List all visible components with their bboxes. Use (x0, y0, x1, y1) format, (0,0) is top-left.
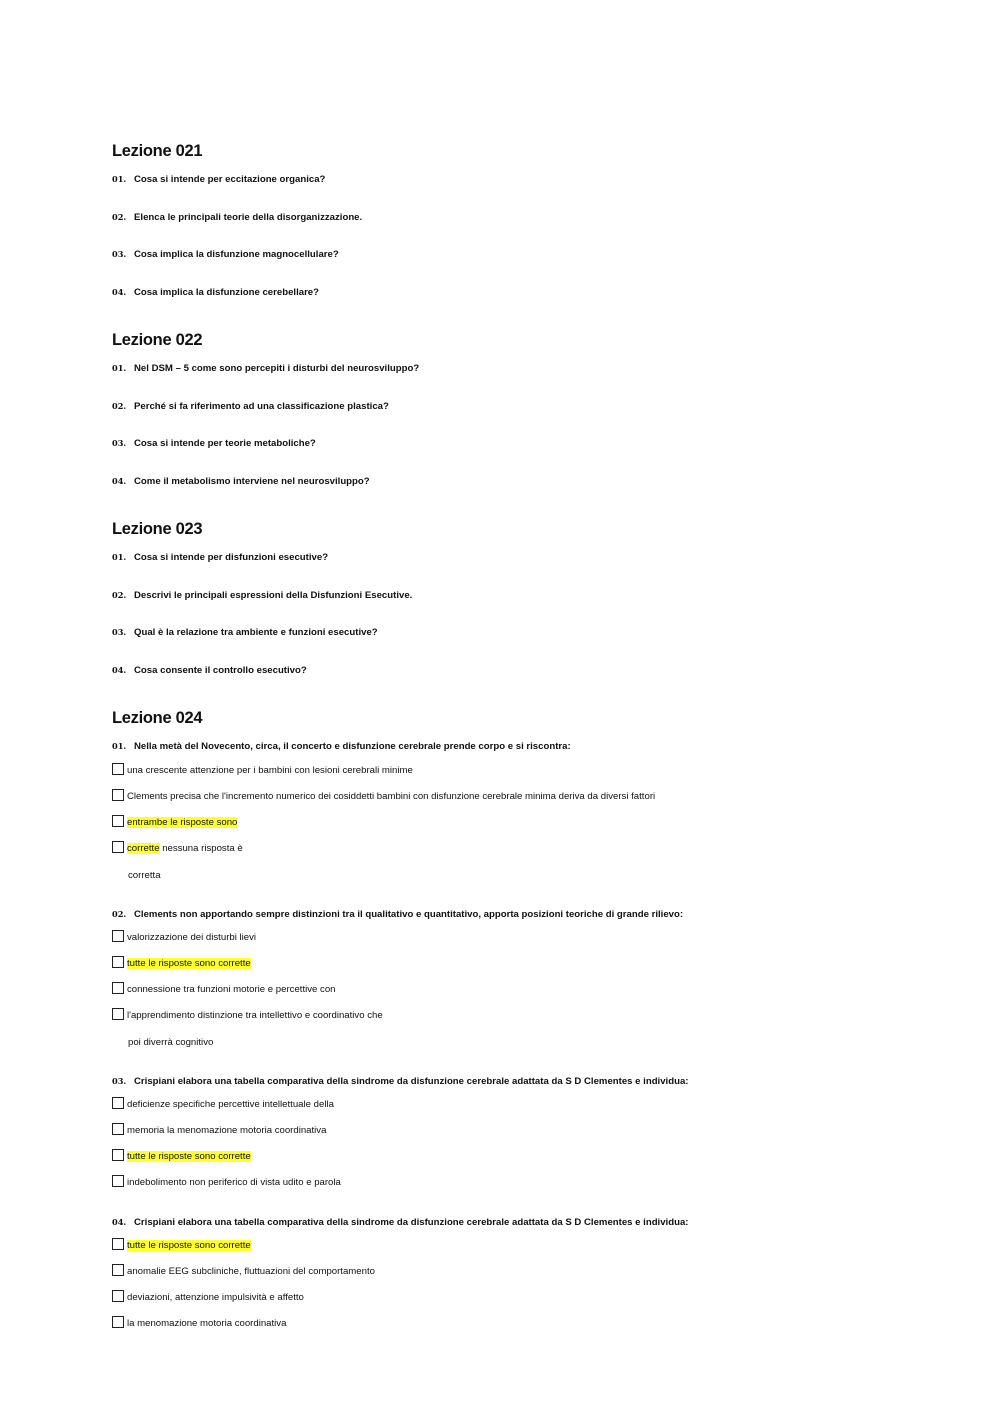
answer-option[interactable] (112, 764, 413, 778)
answer-option[interactable] (112, 816, 237, 830)
question-text: Clements non apportando sempre distinzioni tra il qualitativo e quantitativo, apporta posizioni teoriche di grande rilievo: (134, 909, 684, 920)
question (112, 627, 378, 638)
option-text: Clements precisa che l'incremento numerico dei cosiddetti bambini con disfunzione cerebrale minima deriva da diversi fattori (127, 791, 656, 802)
answer-option[interactable] (112, 1150, 251, 1164)
option-highlight: tutte le risposte sono corrette (127, 1151, 251, 1162)
question (112, 1076, 688, 1087)
answer-option[interactable] (112, 1291, 304, 1305)
option-text: nessuna risposta è (159, 843, 243, 854)
option-highlight: corrette (127, 843, 160, 854)
answer-option[interactable] (112, 790, 655, 804)
answer-option[interactable] (112, 1265, 375, 1279)
option-text: l'apprendimento distinzione tra intellettivo e coordinativo che (127, 1010, 383, 1021)
question-number: 02. (112, 590, 127, 600)
option-text: anomalie EEG subcliniche, fluttuazioni del comportamento (127, 1266, 375, 1277)
question-number: 01. (112, 174, 127, 184)
question-number: 03. (112, 627, 127, 637)
option-text: deficienze specifiche percettive intellettuale della (127, 1099, 334, 1110)
question-text: Qual è la relazione tra ambiente e funzioni esecutive? (134, 627, 378, 638)
question-text: Crispiani elabora una tabella comparativa della sindrome da disfunzione cerebrale adattata da S D Clementes e individua: (134, 1076, 689, 1087)
question (112, 665, 307, 676)
question (112, 249, 339, 260)
checkbox[interactable] (112, 1149, 124, 1161)
answer-option[interactable] (112, 983, 336, 997)
question (112, 590, 412, 601)
question-number: 03. (112, 1076, 127, 1086)
option-text: valorizzazione dei disturbi lievi (127, 932, 257, 943)
question-text: Perché si fa riferimento ad una classificazione plastica? (134, 401, 389, 412)
question-number: 02. (112, 401, 127, 411)
question (112, 401, 389, 412)
answer-option[interactable] (112, 1124, 326, 1138)
question-number: 01. (112, 363, 127, 373)
question-text: Come il metabolismo interviene nel neurosviluppo? (134, 476, 370, 487)
question-number: 01. (112, 741, 127, 751)
question-number: 03. (112, 438, 127, 448)
question-number: 04. (112, 476, 127, 486)
question-text: Cosa consente il controllo esecutivo? (134, 665, 307, 676)
checkbox[interactable] (112, 1008, 124, 1020)
option-continuation: corretta (128, 870, 161, 881)
question-number: 03. (112, 249, 127, 259)
question (112, 1217, 688, 1228)
answer-option[interactable] (112, 842, 243, 856)
question-text: Elenca le principali teorie della disorganizzazione. (134, 212, 363, 223)
checkbox[interactable] (112, 763, 124, 775)
checkbox[interactable] (112, 1175, 124, 1187)
checkbox[interactable] (112, 1097, 124, 1109)
checkbox[interactable] (112, 982, 124, 994)
option-text: deviazioni, attenzione impulsività e affetto (127, 1292, 304, 1303)
lesson-title: Lezione 023 (112, 520, 203, 538)
question-number: 04. (112, 665, 127, 675)
question-text: Cosa si intende per eccitazione organica? (134, 174, 326, 185)
answer-option[interactable] (112, 1317, 286, 1331)
checkbox[interactable] (112, 930, 124, 942)
lesson-title: Lezione 022 (112, 331, 203, 349)
question-number: 02. (112, 909, 127, 919)
question (112, 552, 328, 563)
checkbox[interactable] (112, 841, 124, 853)
option-continuation: poi diverrà cognitivo (128, 1037, 214, 1048)
question (112, 909, 683, 920)
checkbox[interactable] (112, 789, 124, 801)
checkbox[interactable] (112, 1238, 124, 1250)
answer-option[interactable] (112, 1176, 341, 1190)
question-text: Descrivi le principali espressioni della Disfunzioni Esecutive. (134, 590, 413, 601)
checkbox[interactable] (112, 1290, 124, 1302)
checkbox[interactable] (112, 815, 124, 827)
option-text: la menomazione motoria coordinativa (127, 1318, 287, 1329)
question (112, 476, 370, 487)
checkbox[interactable] (112, 1264, 124, 1276)
answer-option[interactable] (112, 1239, 251, 1253)
option-text: indebolimento non periferico di vista udito e parola (127, 1177, 341, 1188)
lesson-title: Lezione 024 (112, 709, 203, 727)
question (112, 741, 571, 752)
option-text: connessione tra funzioni motorie e percettive con (127, 984, 336, 995)
option-text: memoria la menomazione motoria coordinativa (127, 1125, 327, 1136)
question-number: 04. (112, 1217, 127, 1227)
answer-option[interactable] (112, 1009, 383, 1023)
question (112, 363, 419, 374)
lesson-title: Lezione 021 (112, 142, 203, 160)
question-text: Cosa si intende per disfunzioni esecutive? (134, 552, 329, 563)
question (112, 174, 325, 185)
checkbox[interactable] (112, 1316, 124, 1328)
question-text: Cosa implica la disfunzione cerebellare? (134, 287, 320, 298)
question-text: Nella metà del Novecento, circa, il concerto e disfunzione cerebrale prende corpo e si riscontra: (134, 741, 571, 752)
option-highlight: tutte le risposte sono corrette (127, 958, 251, 969)
question-number: 01. (112, 552, 127, 562)
answer-option[interactable] (112, 957, 251, 971)
question-number: 04. (112, 287, 127, 297)
option-highlight: entrambe le risposte sono (127, 817, 238, 828)
option-text: una crescente attenzione per i bambini con lesioni cerebrali minime (127, 765, 413, 776)
checkbox[interactable] (112, 1123, 124, 1135)
checkbox[interactable] (112, 956, 124, 968)
answer-option[interactable] (112, 931, 256, 945)
question-number: 02. (112, 212, 127, 222)
question (112, 212, 362, 223)
question-text: Nel DSM – 5 come sono percepiti i disturbi del neurosviluppo? (134, 363, 420, 374)
question-text: Cosa implica la disfunzione magnocellulare? (134, 249, 339, 260)
question-text: Cosa si intende per teorie metaboliche? (134, 438, 316, 449)
question-text: Crispiani elabora una tabella comparativa della sindrome da disfunzione cerebrale adattata da S D Clementes e individua: (134, 1217, 689, 1228)
option-highlight: tutte le risposte sono corrette (127, 1240, 251, 1251)
question (112, 287, 319, 298)
question (112, 438, 316, 449)
answer-option[interactable] (112, 1098, 334, 1112)
